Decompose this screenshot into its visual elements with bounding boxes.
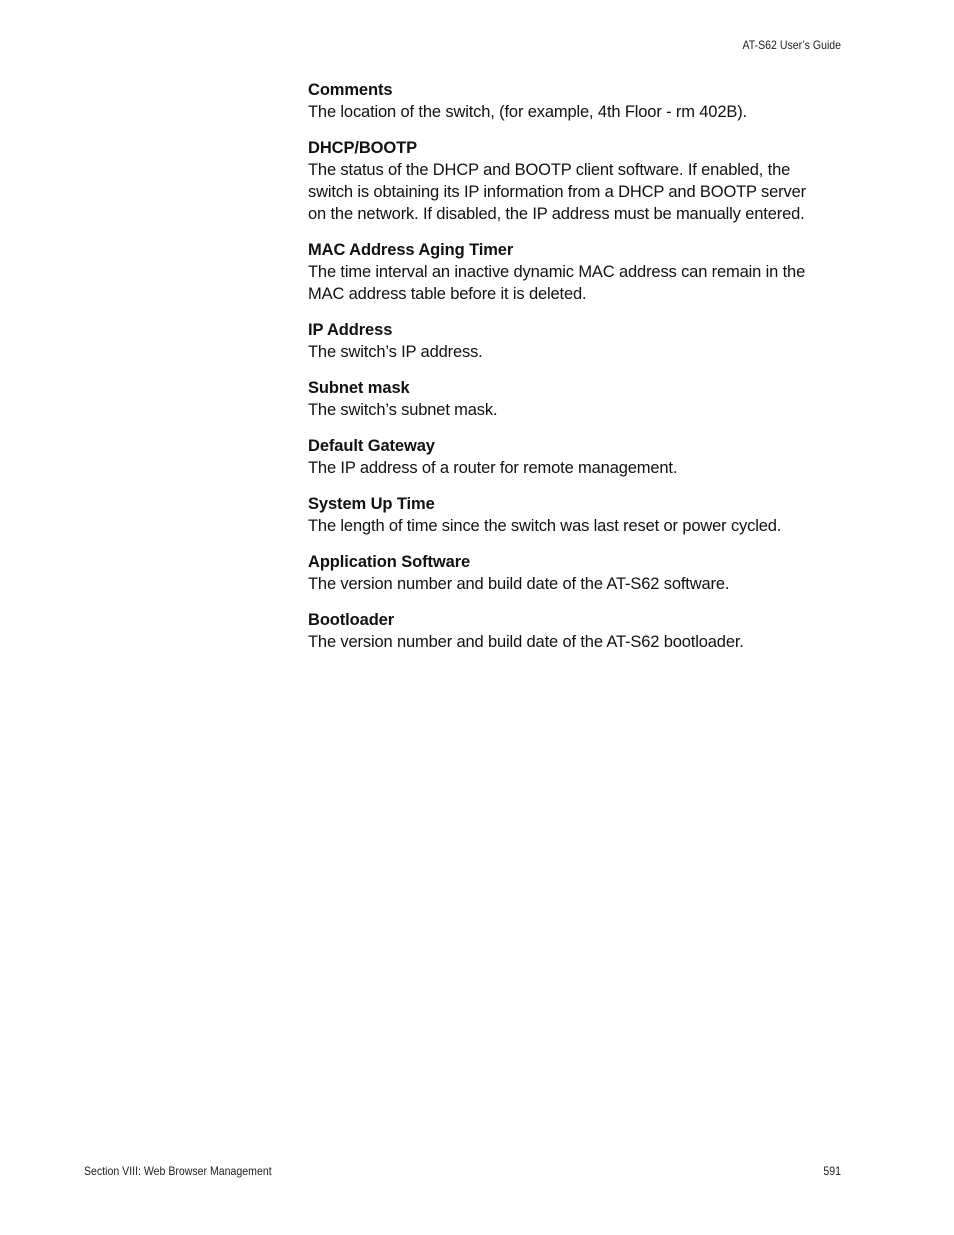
definition: The time interval an inactive dynamic MAC address can remain in the MAC address table before it is deleted. [308,263,806,303]
entry-comments [308,79,828,123]
term: Comments [308,81,393,99]
definition: The version number and build date of the AT-S62 bootloader. [308,633,744,651]
definition: The IP address of a router for remote management. [308,459,678,477]
definition: The switch’s IP address. [308,343,483,361]
definition: The length of time since the switch was last reset or power cycled. [308,517,782,535]
term: System Up Time [308,495,435,513]
definition: The location of the switch, (for example, 4th Floor - rm 402B). [308,103,747,121]
entry-system-up-time [308,493,828,537]
running-header: AT-S62 User’s Guide [742,38,841,52]
definition-list [308,79,828,667]
definition: The version number and build date of the AT-S62 software. [308,575,730,593]
entry-bootloader [308,609,828,653]
entry-mac-address-aging-timer [308,239,828,305]
entry-dhcp-bootp [308,137,828,225]
footer-section: Section VIII: Web Browser Management [84,1164,272,1178]
term: MAC Address Aging Timer [308,241,514,259]
entry-default-gateway [308,435,828,479]
entry-subnet-mask [308,377,828,421]
page-number: 591 [823,1164,841,1178]
definition: The switch’s subnet mask. [308,401,498,419]
term: IP Address [308,321,393,339]
definition: The status of the DHCP and BOOTP client software. If enabled, the switch is obtaining its IP information from a DHCP and BOOTP server on the network. If disabled, the IP address must be manually entered. [308,161,806,223]
term: DHCP/BOOTP [308,139,418,157]
entry-application-software [308,551,828,595]
term: Bootloader [308,611,395,629]
term: Application Software [308,553,471,571]
term: Default Gateway [308,437,435,455]
entry-ip-address [308,319,828,363]
term: Subnet mask [308,379,410,397]
